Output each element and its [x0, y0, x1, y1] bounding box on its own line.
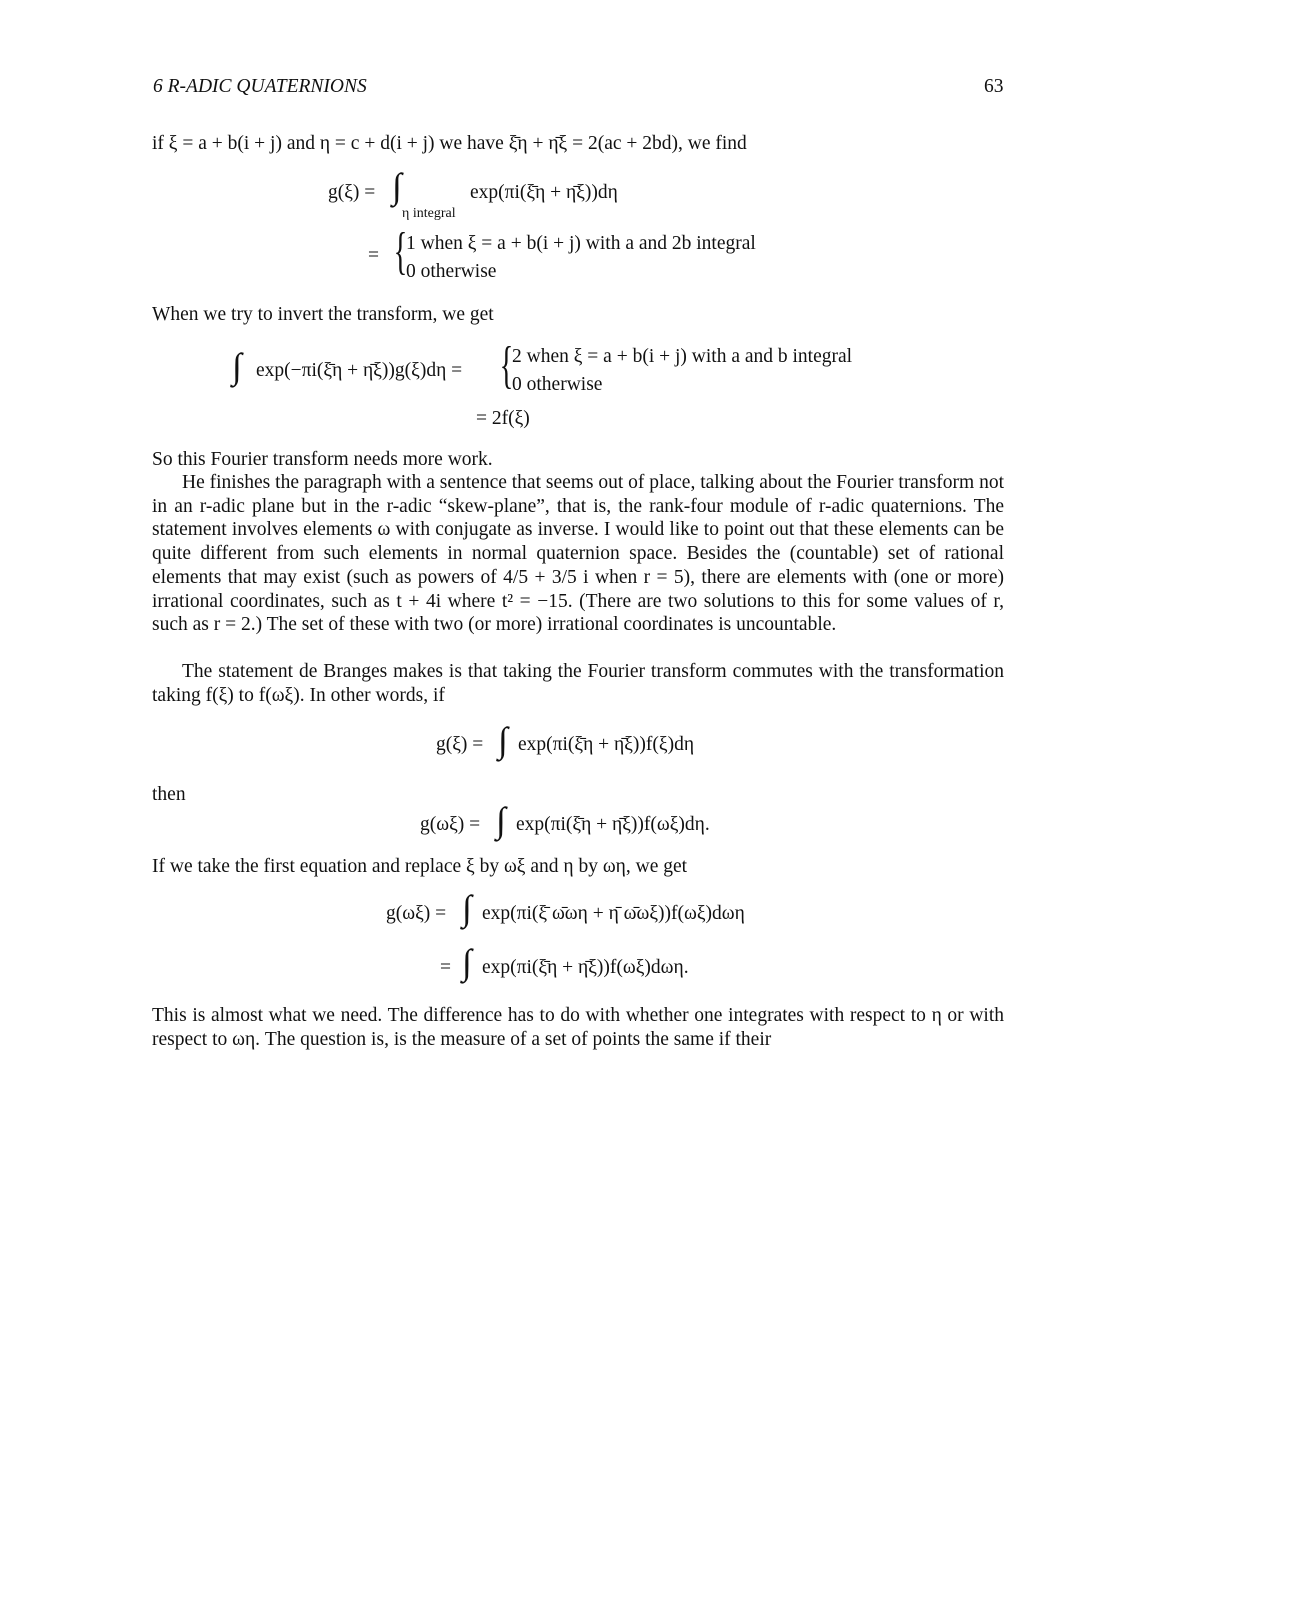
eq1-lhs: g(ξ) = — [328, 182, 376, 203]
paragraph-2: He finishes the paragraph with a sentence that seems out of place, talking about the Fourier transform not in an r-adic plane but in the r-adic “skew-plane”, that is, the rank-four module of r-adic quaternions. The statement involves elements ω with conjugate as inverse. I would like to point out that these elements can be quite different from such elements in normal quaternion space. Besides the (countable) set of rational elements that may exist (such as powers of 4/5 + 3/5 i when r = 5), there are elements with (one or more) irrational coordinates, such as t + 4i where t² = −15. (There are two solutions to this for some values of r, such as r = 2.) The set of these with two (or more) irrational coordinates is uncountable. — [152, 472, 1004, 636]
left-brace: { — [499, 337, 514, 394]
eq1-equals: = — [368, 245, 379, 266]
integral-sign: ∫ — [392, 166, 402, 206]
integral-sign: ∫ — [462, 888, 472, 928]
running-header: 6 R-ADIC QUATERNIONS — [153, 76, 367, 97]
invert-line: When we try to invert the transform, we get — [152, 304, 494, 325]
eq1-subscript: η integral — [402, 206, 456, 221]
eq3-rhs: exp(πi(ξ̄η + η̄ξ))f(ξ)dη — [518, 734, 695, 755]
left-brace: { — [393, 223, 408, 280]
intro-line: if ξ = a + b(i + j) and η = c + d(i + j) we have ξ̄η + η̄ξ = 2(ac + 2bd), we find — [152, 133, 747, 154]
eq4-rhs: exp(πi(ξ̄η + η̄ξ))f(ωξ)dη. — [516, 814, 710, 835]
integral-sign: ∫ — [498, 720, 508, 760]
eq5-equals: = — [440, 957, 451, 978]
eq2-lhs: exp(−πi(ξ̄η + η̄ξ))g(ξ)dη = — [256, 360, 463, 381]
page-number: 63 — [984, 76, 1004, 97]
eq5-rhs2: exp(πi(ξ̄η + η̄ξ))f(ωξ)dωη. — [482, 957, 689, 978]
integral-sign: ∫ — [462, 942, 472, 982]
paragraph-3: The statement de Branges makes is that taking the Fourier transform commutes with the transformation taking f(ξ) to f(ωξ). In other words, if — [152, 661, 1004, 706]
eq5-rhs1: exp(πi(ξ̄ ω̄ωη + η̄ ω̄ωξ))f(ωξ)dωη — [482, 903, 745, 924]
eq2-case2: 0 otherwise — [512, 374, 603, 395]
paragraph-4: This is almost what we need. The difference has to do with whether one integrates with respect to η or with respect to ωη. The question is, is the measure of a set of points the same if their — [152, 1005, 1004, 1050]
integral-sign: ∫ — [232, 346, 242, 386]
eq1-case1: 1 when ξ = a + b(i + j) with a and 2b integral — [406, 233, 756, 254]
eq2-case1: 2 when ξ = a + b(i + j) with a and b integral — [512, 346, 853, 367]
then-word: then — [152, 784, 186, 805]
paragraph-1: So this Fourier transform needs more work. — [152, 449, 493, 470]
eq5-lhs: g(ωξ) = — [386, 903, 447, 924]
eq1-integrand: exp(πi(ξ̄η + η̄ξ))dη — [470, 182, 618, 203]
eq3-lhs: g(ξ) = — [436, 734, 484, 755]
replace-line: If we take the first equation and replace ξ by ωξ and η by ωη, we get — [152, 856, 688, 877]
eq4-lhs: g(ωξ) = — [420, 814, 481, 835]
eq2-result: = 2f(ξ) — [476, 408, 530, 429]
integral-sign: ∫ — [496, 800, 506, 840]
eq1-case2: 0 otherwise — [406, 261, 497, 282]
